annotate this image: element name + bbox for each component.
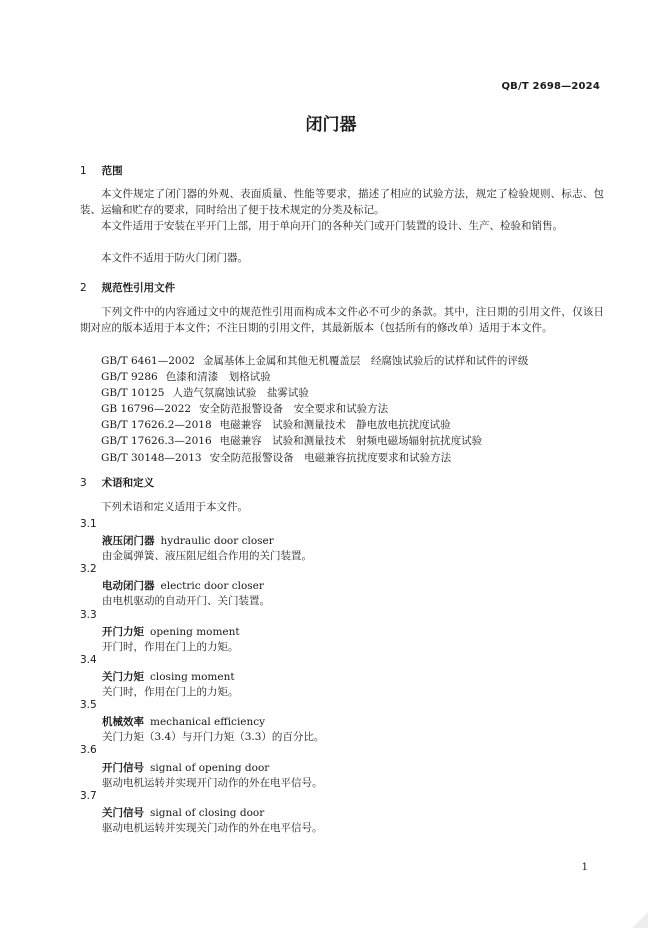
term-zh: 开门力矩 (102, 626, 144, 638)
reference-item (101, 417, 621, 433)
scope-paragraph-3: 本文件不适用于防火门闭门器。 (101, 252, 248, 264)
term-name (102, 805, 264, 820)
term-number: 3.2 (80, 563, 97, 575)
section-heading-terms (80, 475, 154, 490)
term-number: 3.4 (80, 654, 97, 666)
reference-title: 安全防范报警设备 电磁兼容抗扰度要求和试验方法 (209, 451, 452, 464)
section-heading-normative (80, 280, 175, 295)
term-zh: 电动闭门器 (102, 580, 155, 592)
reference-code: GB 16796—2022 (101, 403, 192, 416)
section-number: 1 (80, 165, 87, 177)
reference-code: GB/T 6461—2002 (101, 355, 195, 367)
reference-code: GB/T 10125 (101, 387, 165, 400)
term-en: closing moment (150, 671, 235, 683)
scope-paragraph-2: 本文件适用于安装在平开门上部，用于单向开门的各种关门或开门装置的设计、生产、检验和销售。 (101, 220, 563, 232)
term-en: hydraulic door closer (160, 535, 274, 547)
section-title: 规范性引用文件 (101, 282, 176, 294)
term-en: electric door closer (160, 580, 264, 592)
term-name (102, 669, 235, 684)
scope-paragraph-1: 本文件规定了闭门器的外观、表面质量、性能等要求，描述了相应的试验方法，规定了检验规则、标志、包装、运输和贮存的要求，同时给出了便于技术规定的分类及标记。 (80, 188, 604, 216)
reference-title: 电磁兼容 试验和测量技术 静电放电抗扰度试验 (219, 419, 451, 432)
term-name (102, 714, 265, 729)
term-en: signal of closing door (150, 807, 265, 819)
term-definition: 开门时，作用在门上的力矩。 (102, 641, 239, 653)
section-title: 范围 (101, 165, 123, 177)
page-number: 1 (581, 862, 588, 873)
reference-code: GB/T 17626.2—2018 (101, 419, 212, 432)
term-name (102, 624, 240, 639)
term-zh: 关门信号 (102, 807, 144, 819)
reference-code: GB/T 9286 (101, 371, 158, 384)
term-definition: 关门时，作用在门上的力矩。 (102, 686, 239, 698)
term-name (102, 578, 264, 593)
reference-item (101, 401, 621, 417)
term-en: opening moment (150, 626, 240, 638)
reference-title: 人造气氛腐蚀试验 盐雾试验 (172, 387, 309, 400)
page-curl-icon (626, 906, 648, 928)
term-zh: 开门信号 (102, 762, 144, 774)
term-zh: 液压闭门器 (102, 535, 155, 547)
reference-item (101, 369, 621, 385)
section-number: 3 (80, 477, 87, 489)
term-en: signal of opening door (150, 762, 270, 774)
document-code: QB/T 2698—2024 (501, 81, 600, 92)
reference-item (101, 353, 621, 369)
term-definition: 驱动电机运转并实现关门动作的外在电平信号。 (102, 822, 323, 834)
terms-intro: 下列术语和定义适用于本文件。 (101, 501, 248, 513)
section-heading-scope (80, 163, 123, 178)
reference-item (101, 385, 621, 401)
term-number: 3.7 (80, 790, 97, 802)
reference-item (101, 433, 621, 449)
term-definition: 驱动电机运转并实现开门动作的外在电平信号。 (102, 777, 323, 789)
term-zh: 机械效率 (102, 716, 144, 728)
reference-title: 安全防范报警设备 安全要求和试验方法 (199, 403, 389, 416)
reference-code: GB/T 17626.3—2016 (101, 435, 212, 448)
section-number: 2 (80, 282, 87, 294)
reference-item (101, 450, 621, 466)
term-definition: 关门力矩（3.4）与开门力矩（3.3）的百分比。 (102, 731, 325, 743)
normative-intro: 下列文件中的内容通过文中的规范性引用而构成本文件必不可少的条款。其中，注日期的引用文件，仅该日期对应的版本适用于本文件；不注日期的引用文件，其最新版本（包括所有的修改单）适用于本文件。 (80, 306, 604, 334)
term-number: 3.3 (80, 609, 97, 621)
reference-title: 金属基体上金属和其他无机覆盖层 经腐蚀试验后的试样和试件的评级 (202, 355, 529, 367)
term-name (102, 760, 269, 775)
term-en: mechanical efficiency (150, 716, 266, 728)
term-zh: 关门力矩 (102, 671, 144, 683)
reference-list (101, 353, 621, 466)
term-number: 3.6 (80, 744, 97, 756)
document-title: 闭门器 (305, 115, 357, 135)
term-name (102, 533, 274, 548)
reference-title: 色漆和清漆 划格试验 (165, 371, 271, 384)
term-definition: 由金属弹簧、液压阻尼组合作用的关门装置。 (102, 550, 312, 562)
section-title: 术语和定义 (101, 477, 155, 489)
term-number: 3.5 (80, 699, 97, 711)
term-definition: 由电机驱动的自动开门、关门装置。 (102, 595, 270, 607)
term-number: 3.1 (80, 518, 97, 530)
reference-title: 电磁兼容 试验和测量技术 射频电磁场辐射抗扰度试验 (219, 435, 483, 448)
reference-code: GB/T 30148—2013 (101, 451, 202, 464)
